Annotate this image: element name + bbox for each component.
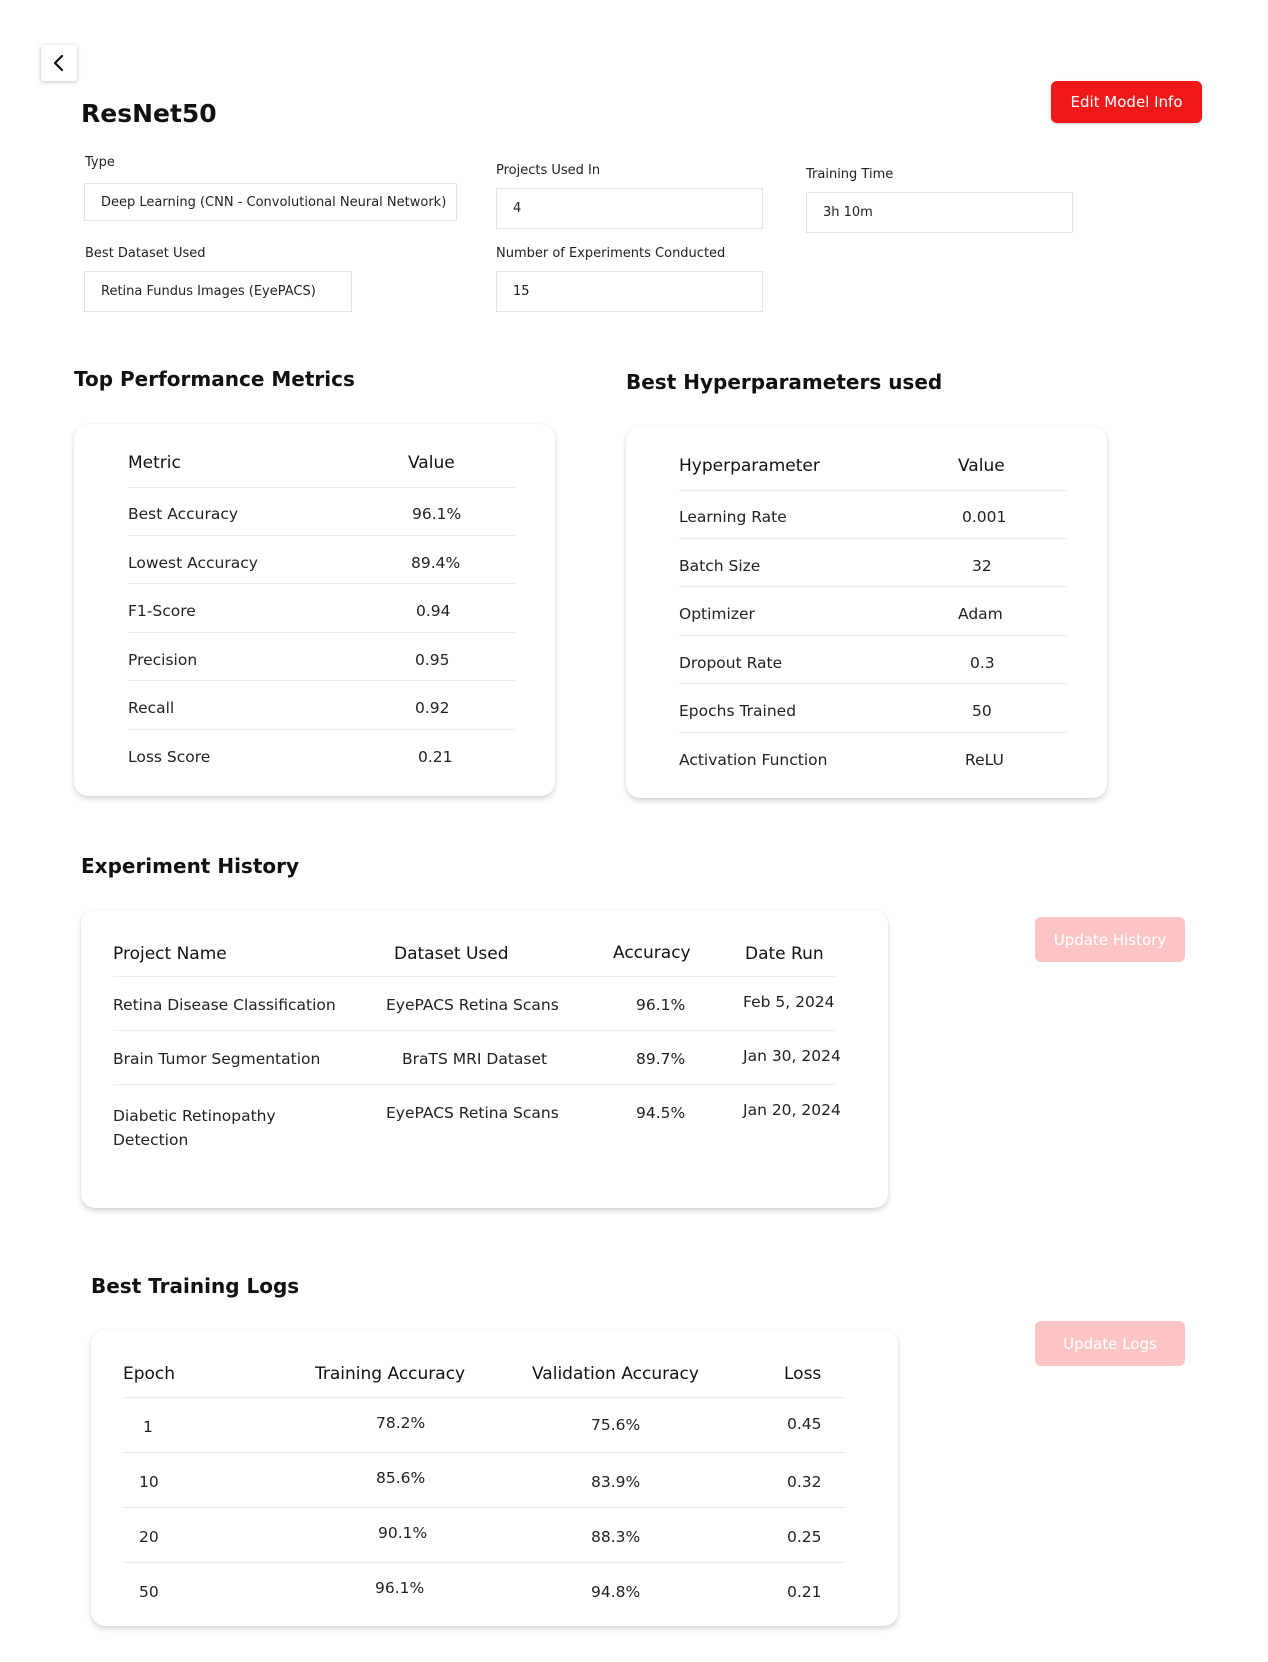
projects-used-in-field[interactable]: 4 (496, 188, 763, 229)
logs-header-training-accuracy: Training Accuracy (315, 1364, 466, 1384)
log-training-accuracy: 78.2% (376, 1414, 426, 1432)
metric-name: Precision (128, 651, 198, 669)
log-loss: 0.25 (787, 1528, 822, 1546)
best-dataset-label: Best Dataset Used (85, 246, 206, 261)
log-validation-accuracy: 88.3% (591, 1528, 641, 1546)
page-title: ResNet50 (81, 99, 217, 128)
best-dataset-field[interactable]: Retina Fundus Images (EyePACS) (84, 271, 352, 312)
metric-value: 0.94 (416, 602, 451, 620)
metric-name: Best Accuracy (128, 505, 239, 523)
log-epoch: 10 (139, 1473, 159, 1491)
training-time-label: Training Time (806, 167, 894, 182)
history-dataset: EyePACS Retina Scans (386, 996, 559, 1014)
experiments-field[interactable]: 15 (496, 271, 763, 312)
history-accuracy: 94.5% (636, 1104, 686, 1122)
metric-value: 96.1% (412, 505, 462, 523)
history-dataset: EyePACS Retina Scans (386, 1104, 559, 1122)
log-epoch: 1 (143, 1418, 153, 1436)
metric-name: Recall (128, 699, 175, 717)
history-header-accuracy: Accuracy (613, 943, 691, 963)
history-header-project: Project Name (113, 944, 227, 964)
hyperparam-name: Batch Size (679, 557, 761, 575)
logs-header-epoch: Epoch (123, 1364, 176, 1384)
log-loss: 0.32 (787, 1473, 822, 1491)
metric-name: Loss Score (128, 748, 211, 766)
history-date: Feb 5, 2024 (743, 993, 835, 1011)
history-project: Brain Tumor Segmentation (113, 1050, 321, 1068)
metric-name: Lowest Accuracy (128, 554, 258, 572)
log-loss: 0.45 (787, 1415, 822, 1433)
hyperparam-name: Optimizer (679, 605, 755, 623)
hyperparam-value: 0.3 (970, 654, 995, 672)
metric-name: F1-Score (128, 602, 196, 620)
log-loss: 0.21 (787, 1583, 822, 1601)
metric-value: 0.92 (415, 699, 450, 717)
history-date: Jan 30, 2024 (743, 1047, 841, 1065)
experiments-label: Number of Experiments Conducted (496, 246, 726, 261)
history-accuracy: 89.7% (636, 1050, 686, 1068)
metrics-header-value: Value (408, 453, 455, 473)
metric-value: 89.4% (411, 554, 461, 572)
update-logs-button[interactable]: Update Logs (1035, 1321, 1185, 1366)
hyperparam-value: 0.001 (962, 508, 1007, 526)
hyperparam-name: Learning Rate (679, 508, 787, 526)
hyperparam-value: 50 (972, 702, 992, 720)
log-epoch: 50 (139, 1583, 159, 1601)
history-date: Jan 20, 2024 (743, 1101, 841, 1119)
chevron-left-icon (52, 54, 66, 72)
metrics-title: Top Performance Metrics (74, 367, 355, 391)
hyperparam-name: Dropout Rate (679, 654, 783, 672)
type-label: Type (85, 155, 115, 170)
logs-card (91, 1330, 898, 1626)
hyperparam-name: Epochs Trained (679, 702, 797, 720)
hyperparam-value: 32 (972, 557, 992, 575)
log-training-accuracy: 96.1% (375, 1579, 425, 1597)
log-epoch: 20 (139, 1528, 159, 1546)
metric-value: 0.21 (418, 748, 453, 766)
hyperparam-value: Adam (958, 605, 1003, 623)
logs-header-validation-accuracy: Validation Accuracy (532, 1364, 699, 1384)
hyperparam-name: Activation Function (679, 751, 828, 769)
history-dataset: BraTS MRI Dataset (402, 1050, 548, 1068)
metrics-header-metric: Metric (128, 453, 181, 473)
logs-title: Best Training Logs (91, 1274, 300, 1298)
back-button[interactable] (41, 45, 77, 81)
hyperparams-header-name: Hyperparameter (679, 456, 820, 476)
log-validation-accuracy: 94.8% (591, 1583, 641, 1601)
hyperparam-value: ReLU (965, 751, 1004, 769)
log-training-accuracy: 90.1% (378, 1524, 428, 1542)
edit-model-info-button[interactable]: Edit Model Info (1051, 81, 1202, 123)
log-validation-accuracy: 75.6% (591, 1416, 641, 1434)
log-training-accuracy: 85.6% (376, 1469, 426, 1487)
history-header-date: Date Run (745, 944, 824, 964)
history-header-dataset: Dataset Used (394, 944, 509, 964)
log-validation-accuracy: 83.9% (591, 1473, 641, 1491)
history-project: Diabetic Retinopathy Detection (113, 1107, 276, 1149)
training-time-field[interactable]: 3h 10m (806, 192, 1073, 233)
metric-value: 0.95 (415, 651, 450, 669)
logs-header-loss: Loss (784, 1364, 822, 1384)
history-project: Retina Disease Classification (113, 996, 336, 1014)
update-history-button[interactable]: Update History (1035, 917, 1185, 962)
hyperparams-header-value: Value (958, 456, 1005, 476)
history-accuracy: 96.1% (636, 996, 686, 1014)
projects-used-in-label: Projects Used In (496, 163, 601, 178)
history-title: Experiment History (81, 854, 300, 878)
hyperparams-title: Best Hyperparameters used (626, 370, 943, 394)
type-field[interactable]: Deep Learning (CNN - Convolutional Neural Network) (84, 183, 457, 221)
